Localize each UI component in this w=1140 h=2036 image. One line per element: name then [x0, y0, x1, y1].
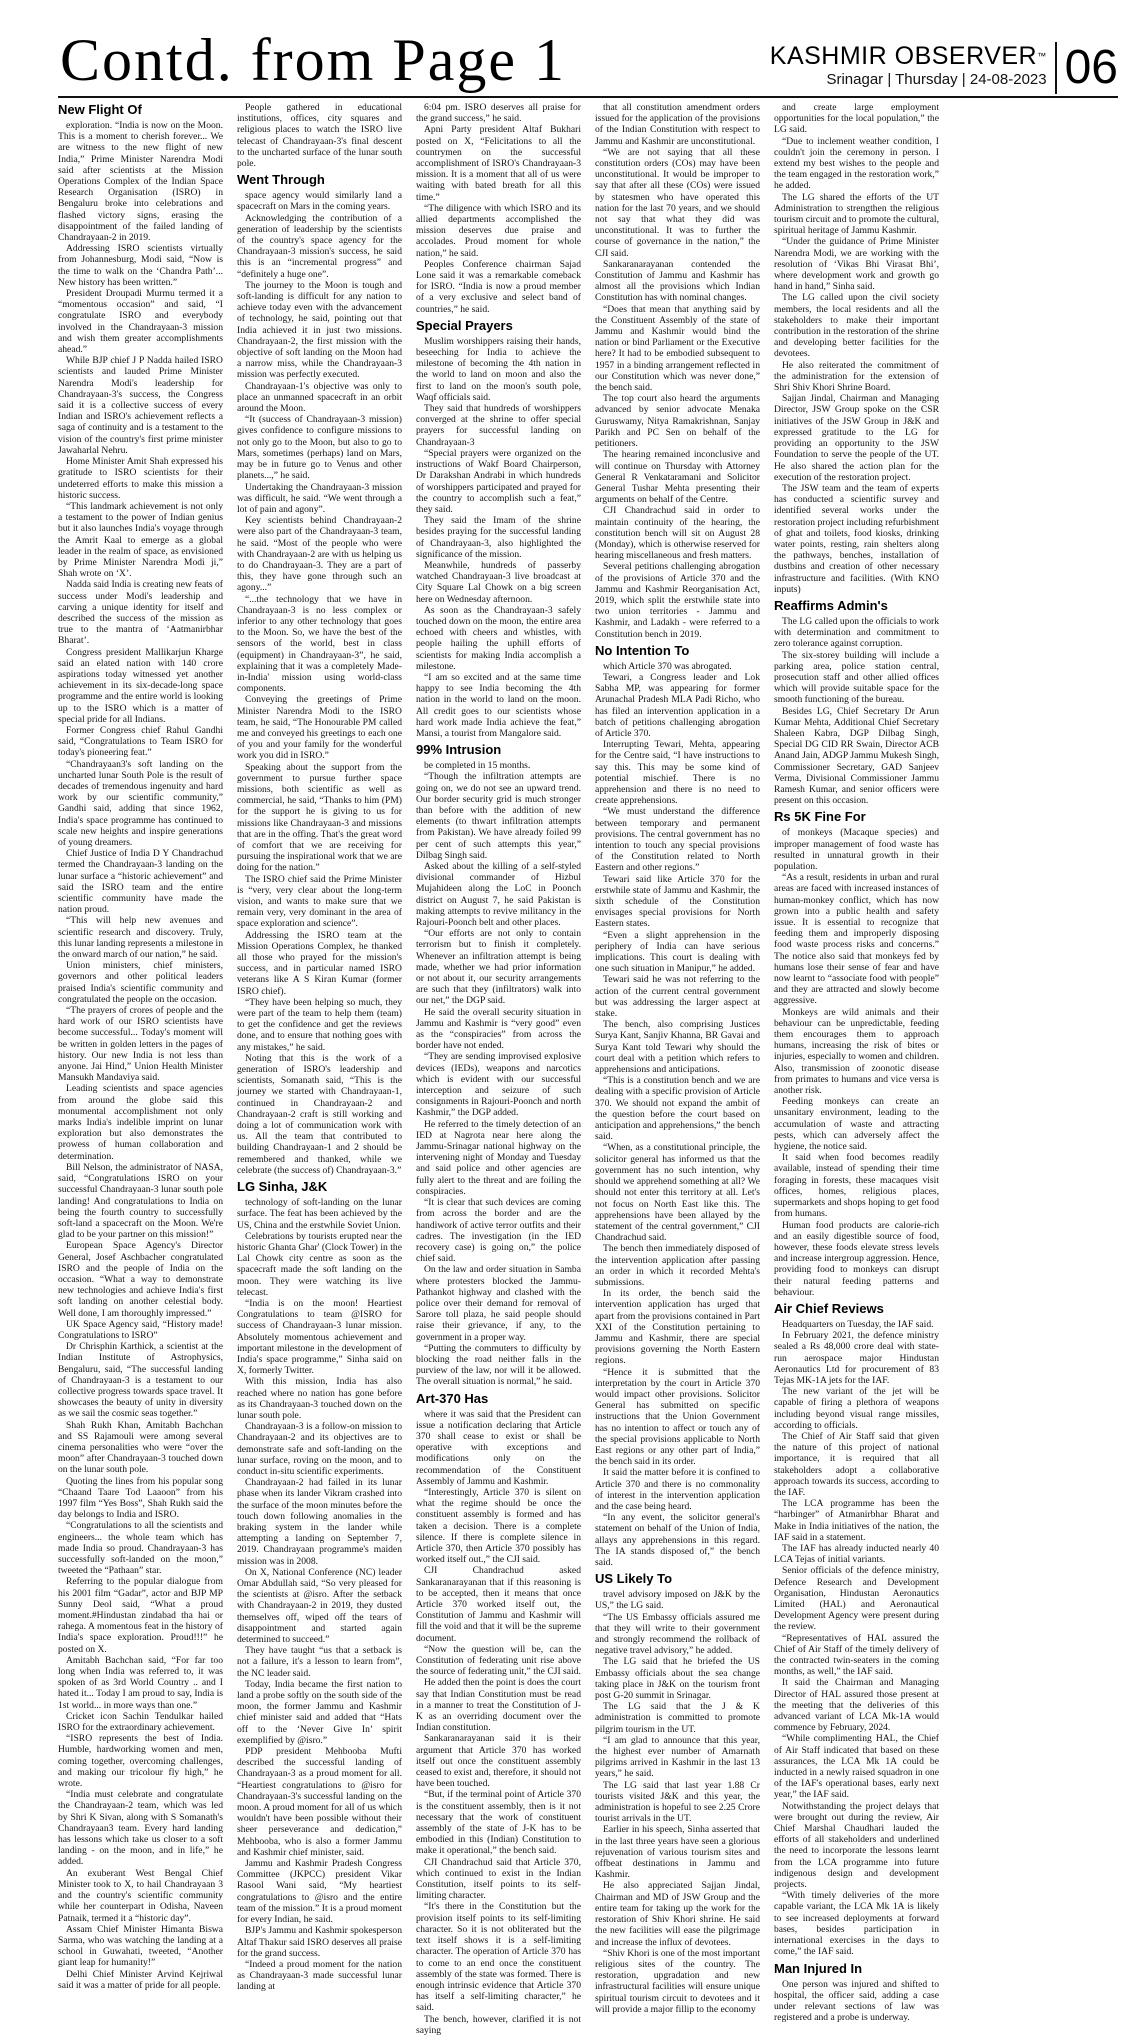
- article-paragraph: The LG said that last year 1.88 Cr tourists visited J&K and this year, the administration is hopeful to see 2.25 Crore tourist arrivals in the UT.: [595, 1779, 760, 1825]
- article-paragraph: Dr Chrisphin Karthick, a scientist at the Indian Institute of Astrophysics, Bengaluru, said, “The successful landing of Chandrayaan-3 is a testament to our collective progress towards space travel. It showcases the beauty of unity in diversity as we sail the cosmic seas together.”: [58, 1341, 223, 1420]
- article-paragraph: They said that hundreds of worshippers converged at the shrine to offer special prayers for successful landing on Chandrayaan-3: [416, 403, 581, 448]
- article-paragraph: of monkeys (Macaque species) and improper management of food waste has resulted in unnatural growth in their population.: [774, 827, 939, 872]
- article-paragraph: Tewari said he was not referring to the action of the current central government but was addressing the larger aspect at stake.: [595, 974, 760, 1020]
- article-paragraph: “Congratulations to all the scientists and engineers... the whole team which has made India so proud. Chandrayaan-3 has successfully soft-landed on the moon,” tweeted the “Pathaan” star.: [58, 1520, 223, 1577]
- article-headline: No Intention To: [595, 642, 690, 658]
- article-paragraph: Headquarters on Tuesday, the IAF said.: [782, 1318, 934, 1330]
- article-paragraph: “In any event, the solicitor general's statement on behalf of the Union of India, allays any apprehensions in this regard. The IA stands disposed of,” the bench said.: [595, 1512, 760, 1568]
- article-paragraph: Asked about the killing of a self-styled divisional commander of Hizbul Mujahideen along the LoC in Poonch district on August 7, he said Pakistan is making attempts to revive militancy in the Rajouri-Poonch belt and other places.: [416, 861, 581, 929]
- article-paragraph: Feeding monkeys can create an unsanitary environment, leading to the accumulation of waste and attracting pests, which can adversely affect the hygiene, the notice said.: [774, 1096, 939, 1153]
- newspaper-logo: [770, 42, 1047, 70]
- column-2: [237, 102, 402, 1993]
- article-paragraph: “This will help new avenues and scientific research and discovery. Truly, this lunar landing represents a milestone in the onward march of our nation,” he said.: [58, 915, 223, 961]
- article-paragraph: “While complimenting HAL, the Chief of Air Staff indicated that based on these assurances, the LCA Mk 1A could be inducted in a newly raised squadron in one of the IAF's operational bases, early next year,” the IAF said.: [774, 1733, 939, 1801]
- article-paragraph: “Does that mean that anything said by the Constituent Assembly of the state of Jammu and Kashmir would bind the nation or bind Parliament or the Executive here? It had to be embodied subsequent to 1957 in a binding arrangement reflected in our Constitution which was never done,” the bench said.: [595, 303, 760, 394]
- article-paragraph: 6:04 pm. ISRO deserves all praise for the grand success,” he said.: [416, 102, 581, 125]
- column-1: [58, 102, 223, 1991]
- article-paragraph: exploration. “India is now on the Moon. This is a moment to cherish forever... We are witness to the new flight of new India,” Prime Minister Narendra Modi said after scientists at the Mission Operations Complex of the Indian Space Research Organisation (ISRO) in Bengaluru broke into celebrations and flashed victory signs, erasing the disappointment of the failed landing of Chandrayaan-2 in 2019.: [58, 120, 223, 244]
- article-paragraph: be completed in 15 months.: [424, 760, 531, 772]
- article-paragraph: Shah Rukh Khan, Amitabh Bachchan and SS Rajamouli were among several cinema personalities who were “over the moon” after Chandrayaan-3 touched down on the lunar south pole.: [58, 1419, 223, 1476]
- article-paragraph: “When, as a constitutional principle, the solicitor general has informed us that the government has no such intention, why should we apprehend something at all? We should not enter this territory at all. Let's not focus on North East like this. The apprehensions have been allayed by the statement of the central government,” CJI Chandrachud said.: [595, 1142, 760, 1244]
- article-paragraph: President Droupadi Murmu termed it a “momentous occasion” and said, “I congratulate ISRO and everybody involved in the Chandrayaan-3 mission and wish them greater accomplishments ahead.”: [58, 288, 223, 356]
- page-number: 06: [1064, 41, 1118, 94]
- article-paragraph: Earlier in his speech, Sinha asserted that in the last three years have seen a glorious rejuvenation of various tourism sites and offbeat destinations in Jammu and Kashmir.: [595, 1824, 760, 1881]
- article-paragraph: Muslim worshippers raising their hands, beseeching for India to achieve the milestone of becoming the 4th nation in the world to land on moon and also the first to land on the moon's south pole, Waqf officials said.: [416, 335, 581, 403]
- article-paragraph: “It's there in the Constitution but the provision itself points to its self-limiting character. So it is not obliterated but the text itself shows it is a self-limiting character. The operation of Article 370 has to come to an end once the constituent assembly of the state was formed. There is enough intrinsic evidence that Article 370 has itself a self-limiting character,” he said.: [416, 1901, 581, 2014]
- article-paragraph: Conveying the greetings of Prime Minister Narendra Modi to the ISRO team, he said, “The Honourable PM called me and conveyed his greetings to each one of you and your family for the wonderful work you did in ISRO.”: [237, 694, 402, 762]
- article-paragraph: Chandrayaan-2 had failed in its lunar phase when its lander Vikram crashed into the surface of the moon minutes before the touch down following anomalies in the braking system in the lander while attempting a landing on September 7, 2019. Chandrayaan programme's maiden mission was in 2008.: [237, 1477, 402, 1567]
- article-paragraph: The journey to the Moon is tough and soft-landing is difficult for any nation to achieve today even with the advancement of technology, he said, pointing out that India achieved it in just two missions. Chandrayaan-2, the first mission with the objective of soft landing on the Moon had a narrow miss, while the Chandrayaan-3 mission was perfectly executed.: [237, 279, 402, 381]
- article-paragraph: which Article 370 was abrogated.: [603, 660, 732, 672]
- article-paragraph: While BJP chief J P Nadda hailed ISRO scientists and lauded Prime Minister Narendra Modi's leadership for Chandrayaan-3's success, the Congress said it is a collective success of every Indian and ISRO's achievement reflects a saga of continuity and is a testament to the vision of the country's first prime minister Jawaharlal Nehru.: [58, 355, 223, 456]
- article-headline: Went Through: [237, 172, 325, 188]
- article-paragraph: On X, National Conference (NC) leader Omar Abdullah said, “So very pleased for the scientists at @isro. After the setback with Chandrayaan-2 in 2019, they dusted themselves off, wiped off the tears of disappointment and started again determined to succeed.”: [237, 1566, 402, 1646]
- article-paragraph: In February 2021, the defence ministry sealed a Rs 48,000 crore deal with state-run aerospace major Hindustan Aeronautics Ltd for procurement of 83 Tejas MK-1A jets for the IAF.: [774, 1330, 939, 1386]
- article-paragraph: “Though the infiltration attempts are going on, we do not see an upward trend. Our border security grid is much stronger than before with the addition of new elements (to thwart infiltration attempts from Pakistan). We have already foiled 99 per cent of such attempts this year,” Dilbag Singh said.: [416, 771, 581, 861]
- article-paragraph: “Shiv Khori is one of the most important religious sites of the country. The restoration, upgradation and new infrastructural facilities will ensure unique spiritual tourism circuit to devotees and it will provide a major fillip to the economy: [595, 1947, 760, 2015]
- article-paragraph: “Under the guidance of Prime Minister Narendra Modi, we are working with the resolution of ‘Vikas Bhi Virasat Bhi’, where development work and growth go hand in hand,” Sinha said.: [774, 236, 939, 293]
- article-paragraph: With this mission, India has also reached where no nation has gone before as its Chandrayaan-3 touched down on the lunar south pole.: [237, 1376, 402, 1421]
- article-paragraph: technology of soft-landing on the lunar surface. The feat has been achieved by the US, China and the erstwhile Soviet Union.: [237, 1197, 402, 1231]
- article-paragraph: “India must celebrate and congratulate the Chandrayaan-2 team, which was led by Shri K Sivan, along with S Somanath's Chandrayaan3 team. Every hard landing has lessons which take us closer to a soft landing - on the moon, and in life,” he added.: [58, 1789, 223, 1868]
- article-paragraph: that all constitution amendment orders issued for the application of the provisions of the Indian Constitution with respect to Jammu and Kashmir are unconstitutional.: [595, 102, 760, 147]
- article-paragraph: The IAF has already inducted nearly 40 LCA Tejas of initial variants.: [774, 1542, 939, 1566]
- column-4: [595, 102, 760, 2015]
- article-paragraph: Union ministers, chief ministers, governors and other political leaders praised India's scientific community and congratulated the people on the occasion.: [58, 960, 223, 1005]
- article-paragraph: travel advisory imposed on J&K by the US,” the LG said.: [595, 1589, 760, 1612]
- article-paragraph: He also appreciated Sajjan Jindal, Chairman and MD of JSW Group and the entire team for taking up the work for the restoration of Shiv Khori shrine. He said the new facilities will ease the pilgrimage and increase the influx of devotees.: [595, 1880, 760, 1948]
- article-columns: [58, 102, 1118, 2036]
- article-paragraph: The Chief of Air Staff said that given the nature of this project of national importance, it is required that all stakeholders adopt a collaborative approach towards its success, according to the IAF.: [774, 1430, 939, 1498]
- article-paragraph: “They have been helping so much, they were part of the team to help them (team) to get the confidence and get the reviews done, and to ensure that nothing goes with any mistakes,” he said.: [237, 996, 402, 1053]
- article-paragraph: “Interestingly, Article 370 is silent on what the regime should be once the constituent assembly is formed and has taken a decision. There is a complete silence. If there is complete silence in Article 370, then Article 370 possibly has worked itself out.,” the CJI said.: [416, 1486, 581, 1566]
- article-paragraph: An exuberant West Bengal Chief Minister took to X, to hail Chandrayaan 3 and the country's scientific community while her counterpart in Odisha, Naveen Patnaik, termed it a “historic day”.: [58, 1867, 223, 1924]
- article-paragraph: Speaking about the support from the government to pursue further space missions, both scientific as well as commercial, he said, “Thanks to him (PM) for the support he is giving to us for missions like Chandrayaan-3 and missions that are in the offing. That's the great word of comfort that we are receiving for pursuing the inspirational work that we are doing for the nation.”: [237, 761, 402, 874]
- article-paragraph: PDP president Mehbooba Mufti described the successful landing of Chandrayaan-3 as a proud moment for all. “Heartiest congratulations to @isro for Chandrayaan-3's successful landing on the moon. A proud moment for all of us which wouldn't have been possible without their sheer perseverance and dedication,” Mehbooba, who is also a former Jammu and Kashmir chief minister, said.: [237, 1746, 402, 1858]
- article-paragraph: The ISRO chief said the Prime Minister is “very, very clear about the long-term vision, and wants to make sure that we remain very, very dominant in the area of space exploration and science”.: [237, 873, 402, 930]
- article-paragraph: “Representatives of HAL assured the Chief of Air Staff of the timely delivery of the contracted twin-seaters in the coming months, as well,” the IAF said.: [774, 1632, 939, 1678]
- article-paragraph: Sajjan Jindal, Chairman and Managing Director, JSW Group spoke on the CSR initiatives of the JSW Group in J&K and expressed gratitude to the LG for providing an opportunity to the JSW Foundation to serve the people of the UT. He also shared the action plan for the execution of the restoration project.: [774, 393, 939, 483]
- article-paragraph: “It is clear that such devices are coming from across the border and are the handiwork of active terror outfits and their cadres. The investigation (in the IED recovery case) is going on,” the police chief said.: [416, 1197, 581, 1265]
- column-3: [416, 102, 581, 2036]
- article-paragraph: “This landmark achievement is not only a testament to the power of Indian genius but it also launches India's voyage through the Amrit Kaal to emerge as a global leader in the realm of space, as envisioned by Prime Minister Narendra Modi ji,” Shah wrote on ‘X’.: [58, 500, 223, 580]
- article-paragraph: “Special prayers were organized on the instructions of Wakf Board Chairperson, Dr Darakshan Andrabi in which hundreds of worshippers participated and prayed for the country to accomplish such a feat,” they said.: [416, 447, 581, 515]
- article-paragraph: “We must understand the difference between temporary and permanent provisions. The central government has no intention to touch any special provisions of the Constitution related to North Eastern and other regions.”: [595, 806, 760, 874]
- article-paragraph: Meanwhile, hundreds of passerby watched Chandrayaan-3 live broadcast at City Square Lal Chowk on a big screen here on Wednesday afternoon.: [416, 559, 581, 605]
- article-paragraph: “With timely deliveries of the more capable variant, the LCA Mk 1A is likely to see increased deployments at forward bases, besides participation in international exercises in the days to come,” the IAF said.: [774, 1890, 939, 1958]
- article-headline: Air Chief Reviews: [774, 1300, 884, 1316]
- article-paragraph: “...the technology that we have in Chandrayaan-3 is no less complex or inferior to any other technology that goes to the Moon. So, we have the best of the sensors of the world, best in class (equipment) in Chandrayaan-3”, he said, explaining that it was a completely Made-in-India' mission using world-class components.: [237, 593, 402, 695]
- article-paragraph: The bench, also comprising Justices Surya Kant, Sanjiv Khanna, BR Gavai and Surya Kant told Tewari why should the court deal with a petition which refers to apprehensions and anticipations.: [595, 1019, 760, 1076]
- column-5: [774, 102, 939, 2024]
- article-paragraph: Cricket icon Sachin Tendulkar hailed ISRO for the extraordinary achievement.: [58, 1710, 223, 1734]
- article-paragraph: It said when food becomes readily available, instead of spending their time foraging in forests, these macaques visit offices, homes, religious places, supermarkets and shops hoping to get food from humans.: [774, 1152, 939, 1220]
- article-paragraph: Peoples Conference chairman Sajad Lone said it was a remarkable comeback for ISRO. “India is now a proud member of a very exclusive and select band of countries,” he said.: [416, 258, 581, 315]
- article-paragraph: The LG called upon the civil society members, the local residents and all the stakeholders to make their important contribution in the restoration of the shrine and developing better facilities for the devotees.: [774, 292, 939, 360]
- article-paragraph: The bench, however, clarified it is not saying: [416, 2013, 581, 2036]
- article-headline: US Likely To: [595, 1571, 673, 1587]
- article-paragraph: They said the Imam of the shrine besides praying for the successful landing of Chandrayaan-3, also highlighted the significance of the mission.: [416, 515, 581, 560]
- brand-block: [770, 42, 1118, 94]
- article-paragraph: One person was injured and shifted to hospital, the officer said, adding a case under relevant sections of law was registered and a probe is underway.: [774, 1978, 939, 2024]
- article-paragraph: It said the matter before it is confined to Article 370 and there is no commonality of interest in the intervention application and the case being heard.: [595, 1467, 760, 1512]
- article-paragraph: CJI Chandrachud asked Sankaranarayanan that if this reasoning is to be accepted, then it means that once Article 370 worked itself out, the Constitution of Jammu and Kashmir will fill the void and that it will be the supreme document.: [416, 1565, 581, 1644]
- article-paragraph: “As a result, residents in urban and rural areas are faced with increased instances of human-monkey conflict, which has now grown into a public health and safety issue. It is essential to recognize that feeding them and improperly disposing food waste process risks and concerns.” The notice also said that monkeys fed by humans lose their sense of fear and have now learnt to “associate food with people” and they are attracted and slowly become aggressive.: [774, 872, 939, 1007]
- article-headline: 99% Intrusion: [416, 742, 502, 758]
- article-paragraph: and create large employment opportunities for the local population,” the LG said.: [774, 102, 939, 136]
- article-paragraph: “Due to inclement weather condition, I couldn't join the ceremony in person. I extend my best wishes to the people and the team engaged in the restoration work,” he added.: [774, 135, 939, 192]
- article-paragraph: Assam Chief Minister Himanta Biswa Sarma, who was watching the landing at a school in Guwahati, tweeted, “Another giant leap for humanity!”: [58, 1923, 223, 1969]
- article-paragraph: Interrupting Tewari, Mehta, appearing for the Centre said, “I have instructions to say this. This may be some kind of potential mischief. There is no apprehension and there is no need to create apprehensions.: [595, 739, 760, 807]
- article-paragraph: Delhi Chief Minister Arvind Kejriwal said it was a matter of pride for all people.: [58, 1968, 223, 1991]
- article-paragraph: Amitabh Bachchan said, “For far too long when India was referred to, it was spoken of as 3rd World Country .. and I hated it... Today I am proud to say, India is 1st world... in more ways than one.”: [58, 1654, 223, 1711]
- article-paragraph: Bill Nelson, the administrator of NASA, said, “Congratulations ISRO on your successful Chandrayaan-3 lunar south pole landing! And congratulations to India on being the fourth country to successfully soft-land a spacecraft on the Moon. We're glad to be your partner on this mission!”: [58, 1161, 223, 1241]
- article-paragraph: European Space Agency's Director General, Josef Aschbacher congratulated ISRO and the people of India on the occasion. “What a way to demonstrate new technologies and achieve India's first soft landing on another celestial body. Well done, I am thoroughly impressed.”: [58, 1240, 223, 1319]
- article-paragraph: Acknowledging the contribution of a generation of leadership by the scientists of the country's space agency for the Chandrayaan-3 mission's success, he said this is an “incremental progress” and “definitely a huge one”.: [237, 212, 402, 280]
- article-paragraph: Apni Party president Altaf Bukhari posted on X, “Felicitations to all the countrymen on the successful accomplishment of ISRO's Chandrayaan-3 mission. It is a moment that all of us were waiting with bated breath for all this time.”: [416, 124, 581, 203]
- article-paragraph: Tewari, a Congress leader and Lok Sabha MP, was appearing for former Arunachal Pradesh MLA Padi Richo, who has filed an intervention application in a batch of petitions challenging abrogation of Article 370.: [595, 671, 760, 739]
- article-headline: Reaffirms Admin's: [774, 597, 888, 613]
- article-paragraph: Several petitions challenging abrogation of the provisions of Article 370 and the Jammu and Kashmir Reorganisation Act, 2019, which split the erstwhile state into two union territories - Jammu and Kashmir, and Ladakh - were referred to a Constitution bench in 2019.: [595, 561, 760, 640]
- article-paragraph: Sankaranarayanan said it is their argument that Article 370 has worked itself out once the constituent assembly ceased to exist and, therefore, it should not have been touched.: [416, 1733, 581, 1790]
- article-paragraph: “It (success of Chandrayaan-3 mission) gives confidence to configure missions to not only go to the Moon, but also to go to Mars, sometimes (perhaps) land on Mars, may be in future go to Venus and other planets...,” he said.: [237, 414, 402, 482]
- article-paragraph: He said the overall security situation in Jammu and Kashmir is “very good” even as the “conspiracies” from across the border have not ended.: [416, 1006, 581, 1052]
- article-paragraph: Monkeys are wild animals and their behaviour can be unpredictable, feeding them encourages them to approach humans, increasing the risk of bites or injuries, especially to women and children. Also, transmission of zoonotic disease from primates to humans and vice versa is another risk.: [774, 1006, 939, 1097]
- article-paragraph: People gathered in educational institutions, offices, city squares and religious places to watch the ISRO live telecast of Chandrayaan-3's final descent to the uncharted surface of the lunar south pole.: [237, 102, 402, 170]
- article-paragraph: It said the Chairman and Managing Director of HAL assured those present at the meeting that the deliveries of this advanced variant of LCA Mk-1A would commence by February, 2024.: [774, 1677, 939, 1734]
- article-paragraph: “The prayers of crores of people and the hard work of our ISRO scientists have become successful... Today's moment will be written in golden letters in the pages of history. Our new India is not less than anyone. Jai Hind,” Union Health Minister Mansukh Mandaviya said.: [58, 1005, 223, 1084]
- article-paragraph: The hearing remained inconclusive and will continue on Thursday with Attorney General R Venkataramani and Solicitor General Tushar Mehta presenting their arguments on behalf of the Centre.: [595, 449, 760, 506]
- article-paragraph: He added then the point is does the court say that Indian Constitution must be read in a manner to treat the Constitution of J-K as an overriding document over the Indian constitution.: [416, 1677, 581, 1734]
- article-paragraph: “Our efforts are not only to contain terrorism but to finish it completely. Whenever an infiltration attempt is being made, whether we had prior information or not about it, our security arrangements are such that they (infiltrators) walk into our net,” the DGP said.: [416, 928, 581, 1007]
- article-paragraph: “We are not saying that all these constitution orders (COs) may have been unconstitutional. It would be improper to say that after all these (COs) were issued by statesmen who have operated this nation for the last 70 years, and we should not say that what they did was unconstitutional. It was to further the course of governance in the nation,” the CJI said.: [595, 146, 760, 259]
- article-paragraph: “They are sending improvised explosive devices (IEDs), weapons and narcotics which is evident with our successful interception and seizure of such consignments in Rajouri-Poonch and north Kashmir,” the DGP added.: [416, 1051, 581, 1119]
- article-paragraph: “Indeed a proud moment for the nation as Chandrayaan-3 made successful lunar landing at: [237, 1958, 402, 1993]
- article-paragraph: On the law and order situation in Samba where protesters blocked the Jammu-Pathankot highway and clashed with the police over their demand for removal of Sarore toll plaza, he said people should raise their grievance, if any, to the government in a proper way.: [416, 1264, 581, 1343]
- article-paragraph: CJI Chandrachud said in order to maintain continuity of the hearing, the constitution bench will sit on August 28 (Monday), which is otherwise reserved for hearing miscellaneous and fresh matters.: [595, 505, 760, 562]
- article-paragraph: The LG called upon the officials to work with determination and commitment to zero tolerance against corruption.: [774, 615, 939, 650]
- article-paragraph: Noting that this is the work of a generation of ISRO's leadership and scientists, Somanath said, “This is the journey we started with Chandrayaan-1, continued in Chandrayaan-2 and Chandrayaan-2 craft is still working and doing a lot of communication work with us. All the team that contributed to building Chandrayaan-1 and 2 should be remembered and thanked, while we celebrate (the success of) Chandrayaan-3.”: [237, 1052, 402, 1176]
- article-paragraph: space agency would similarly land a spacecraft on Mars in the coming years.: [237, 190, 402, 213]
- article-paragraph: BJP's Jammu and Kashmir spokesperson Altaf Thakur said ISRO deserves all praise for the grand success.: [237, 1925, 402, 1959]
- article-headline: New Flight Of: [58, 102, 142, 117]
- article-paragraph: “I am glad to announce that this year, the highest ever number of Amarnath pilgrims arrived in Kashmir in the last 13 years,” he said.: [595, 1734, 760, 1780]
- article-headline: Special Prayers: [416, 317, 513, 333]
- article-paragraph: Former Congress chief Rahul Gandhi said, “Congratulations to Team ISRO for today's pioneering feat.”: [58, 724, 223, 759]
- article-paragraph: “This is a constitution bench and we are dealing with a specific provision of Article 370. We should not expand the ambit of the question before the court based on anticipation and apprehensions,” the bench said.: [595, 1075, 760, 1143]
- article-paragraph: “I am so excited and at the same time happy to see India becoming the 4th nation in the world to land on the moon. All credit goes to our scientists whose hard work made India achieve the feat,” Mansi, a tourist from Mangalore said.: [416, 671, 581, 739]
- article-paragraph: Besides LG, Chief Secretary Dr Arun Kumar Mehta, Additional Chief Secretary Shaleen Kabra, DGP Dilbag Singh, Special DG CID RR Swain, Director ACB Anand Jain, ADGP Jammu Mukesh Singh, Commissioner Secretary, GAD Sanjeev Verma, Divisional Commissioner Jammu Ramesh Kumar, and senior officers were present on this occasion.: [774, 705, 939, 807]
- article-paragraph: CJI Chandrachud said that Article 370, which continued to exist in the Indian Constitution, itself points to its self-limiting character.: [416, 1856, 581, 1902]
- article-paragraph: Chandrayaan-3 is a follow-on mission to Chandrayaan-2 and its objectives are to demonstrate safe and soft-landing on the lunar surface, roving on the moon, and to conduct in-situ scientific experiments.: [237, 1421, 402, 1477]
- article-paragraph: Addressing the ISRO team at the Mission Operations Complex, he thanked all those who prayed for the mission's success, and in particular named ISRO veterans like A S Kiran Kumar (former ISRO chief).: [237, 929, 402, 997]
- article-paragraph: Undertaking the Chandrayaan-3 mission was difficult, he said. “We went through a lot of pain and agony”.: [237, 481, 402, 515]
- article-paragraph: “Now the question will be, can the Constitution of federating unit rise above the source of federating unit,” the CJI said.: [416, 1643, 581, 1678]
- article-paragraph: “Even a slight apprehension in the periphery of India can have serious implications. This court is dealing with one such situation in Manipur,” he added.: [595, 929, 760, 975]
- article-paragraph: Today, India became the first nation to land a probe softly on the south side of the moon, the former Jammu and Kashmir chief minister said and added that “Hats off to the ‘Never Give In’ spirit exemplified by @isro.”: [237, 1678, 402, 1746]
- article-paragraph: Key scientists behind Chandrayaan-2 were also part of the Chandrayaan-3 team, he said. “Most of the people who were with Chandrayaan-2 are with us helping us to do Chandrayaan-3. They are a part of this, they have gone through such an agony...”: [237, 515, 402, 594]
- article-paragraph: Tewari said like Article 370 for the erstwhile state of Jammu and Kashmir, the sixth schedule of the Constitution envisages special provisions for North Eastern states.: [595, 873, 760, 930]
- article-headline: LG Sinha, J&K: [237, 1179, 328, 1195]
- article-paragraph: The LG shared the efforts of the UT Administration to strengthen the religious tourism circuit and to promote the cultural, spiritual heritage of Jammu Kashmir.: [774, 191, 939, 237]
- article-paragraph: The new variant of the jet will be capable of firing a plethora of weapons including beyond visual range missiles, according to officials.: [774, 1386, 939, 1431]
- article-headline: Man Injured In: [774, 1960, 863, 1976]
- masthead: [58, 0, 1118, 98]
- article-paragraph: The top court also heard the arguments advanced by senior advocate Menaka Guruswamy, Nitya Ramakrishnan, Sanjay Parikh and PC Sen on behalf of the petitioners.: [595, 393, 760, 450]
- article-paragraph: Referring to the popular dialogue from his 2001 film “Gadar”, actor and BJP MP Sunny Deol said, “What a proud moment.#Hindustan zindabad tha hai or rahega. A momentous feat in the history of India's space exploration. Proud!!!” he posted on X.: [58, 1576, 223, 1655]
- article-paragraph: As soon as the Chandrayaan-3 safely touched down on the moon, the entire area echoed with cheers and whistles, with people hailing the uphill efforts of scientists for making India accomplish a milestone.: [416, 604, 581, 672]
- dateline: Srinagar | Thursday | 24-08-2023: [826, 71, 1047, 88]
- article-paragraph: The LG said that the J & K administration is committed to promote pilgrim tourism in the UT.: [595, 1701, 760, 1735]
- article-paragraph: Quoting the lines from his popular song “Chaand Taare Tod Laaoon” from his 1997 film “Yes Boss”, Shah Rukh said the day belongs to India and ISRO.: [58, 1475, 223, 1521]
- article-paragraph: Celebrations by tourists erupted near the historic Ghanta Ghar' (Clock Tower) in the Lal Chowk city centre as soon as the spacecraft made the soft landing on the moon. They were watching its live telecast.: [237, 1230, 402, 1298]
- brand-text: [770, 42, 1057, 94]
- brand-name: KASHMIR OBSERVER: [769, 42, 1038, 70]
- article-paragraph: Notwithstanding the project delays that were brought out during the review, Air Chief Marshal Chaudhari lauded the efforts of all stakeholders and underlined the need to incorporate the lessons learnt from the LCA programme into future indigenous design and development projects.: [774, 1800, 939, 1891]
- article-paragraph: “India is on the moon! Heartiest Congratulations to team @ISRO for success of Chandrayaan-3 lunar mission. Absolutely momentous achievement and important milestone in the development of India's space programme,” Sinha said on X, formerly Twitter.: [237, 1297, 402, 1377]
- article-paragraph: “Chandrayaan3's soft landing on the uncharted lunar South Pole is the result of decades of tremendous ingenuity and hard work by our scientific community,” Gandhi said, adding that since 1962, India's space programme has continued to scale new heights and inspire generations of young dreamers.: [58, 758, 223, 848]
- article-paragraph: Chandrayaan-1's objective was only to place an unmanned spacecraft in an orbit around the Moon.: [237, 380, 402, 415]
- article-paragraph: “Putting the commuters to difficulty by blocking the road neither falls in the purview of the law, nor will it be allowed. The overall situation is normal,” he said.: [416, 1342, 581, 1388]
- trademark-mark: ™: [1037, 51, 1047, 61]
- page-title: Contd. from Page 1: [60, 27, 566, 93]
- article-paragraph: Leading scientists and space agencies from around the globe said this monumental accomplishment not only marks India's indelible imprint on lunar exploration but also demonstrates the prowess of human collaboration and determination.: [58, 1083, 223, 1162]
- article-paragraph: Human food products are calorie-rich and an easily digestible source of food, however, these foods elevate stress levels and increase intergroup aggression. Hence, providing food to monkeys can disrupt their natural feeding patterns and behaviour.: [774, 1219, 939, 1298]
- article-paragraph: The bench then immediately disposed of the intervention application after passing an order in which it recorded Mehta's submissions.: [595, 1243, 760, 1288]
- article-paragraph: “But, if the terminal point of Article 370 is the constituent assembly, then is it not necessary that the work of constituent assembly of the state of J-K has to be embodied in this (Indian) Constitution to make it operational,” the bench said.: [416, 1789, 581, 1857]
- article-paragraph: “Hence it is submitted that the interpretation by the court in Article 370 would impact other provisions. Solicitor General has submitted on specific instructions that the Union Government has no intention to affect or touch any of the special provisions applicable to North East regions or any other part of India,” the bench said in its order.: [595, 1366, 760, 1468]
- article-paragraph: Sankaranarayanan contended the Constitution of Jammu and Kashmir has almost all the provisions which Indian Constitution has with nominal changes.: [595, 258, 760, 304]
- article-paragraph: Senior officials of the defence ministry, Defence Research and Development Organisation, Hindustan Aeronautics Limited (HAL) and Aeronautical Development Agency were present during the review.: [774, 1565, 939, 1633]
- article-paragraph: The LG said that he briefed the US Embassy officials about the sea change taking place in J&K on the tourism front post G-20 summit in Srinagar.: [595, 1656, 760, 1702]
- article-headline: Rs 5K Fine For: [774, 809, 866, 825]
- article-paragraph: They have taught “us that a setback is not a failure, it's a lesson to learn from”, the NC leader said.: [237, 1645, 402, 1679]
- article-paragraph: In its order, the bench said the intervention application has urged that apart from the provisions contained in Part XXI of the Constitution pertaining to Jammu and Kashmir, there are special provisions governing the North Eastern regions.: [595, 1288, 760, 1367]
- article-paragraph: Home Minister Amit Shah expressed his gratitude to ISRO scientists for their undeterred efforts to make this mission a historic success.: [58, 456, 223, 501]
- article-paragraph: He also reiterated the commitment of the administration for the extension of Shri Shiv Khori Shrine Board.: [774, 359, 939, 394]
- article-paragraph: UK Space Agency said, “History made! Congratulations to ISRO”: [58, 1318, 223, 1341]
- article-paragraph: “ISRO represents the best of India. Humble, hardworking women and men, coming together, overcoming challenges, and making our tricolour fly high,” he wrote.: [58, 1733, 223, 1790]
- article-paragraph: The JSW team and the team of experts has conducted a scientific survey and identified several works under the restoration project including refurbishment of ghat and toilets, food kiosks, drinking water points, resting, rain shelters along the pathways, benches, installation of dustbins and creation of other necessary infrastructure and facilities. (With KNO inputs): [774, 482, 939, 595]
- article-paragraph: Addressing ISRO scientists virtually from Johannesburg, Modi said, “Now is the time to walk on the ‘Chandra Path’... New history has been written.”: [58, 243, 223, 288]
- article-paragraph: “The diligence with which ISRO and its allied departments accomplished the mission deserves due praise and accolades. Proud moment for whole nation,” he said.: [416, 202, 581, 259]
- article-headline: Art-370 Has: [416, 1390, 489, 1406]
- article-paragraph: where it was said that the President can issue a notification declaring that Article 370 shall cease to exist or shall be operative with exceptions and modifications only on the recommendation of the Constituent Assembly of Jammu and Kashmir.: [416, 1408, 581, 1487]
- article-paragraph: “The US Embassy officials assured me that they will write to their government and strongly recommend the rollback of negative travel advisory,” he added.: [595, 1611, 760, 1657]
- article-paragraph: Jammu and Kashmir Pradesh Congress Committee (JKPCC) president Vikar Rasool Wani said, “My heartiest congratulations to @isro and the entire team of the mission.” It is a proud moment for every Indian, he said.: [237, 1858, 402, 1926]
- article-paragraph: The LCA programme has been the “harbinger” of Atmanirbhar Bharat and Make in India initiatives of the nation, the IAF said in a statement.: [774, 1498, 939, 1543]
- article-paragraph: The six-storey building will include a parking area, police station central, prosecution staff and other allied offices which will provide suitable space for the smooth functioning of the bureau.: [774, 649, 939, 706]
- article-paragraph: He referred to the timely detection of an IED at Nagrota near here along the Jammu-Srinagar national highway on the intervening night of Monday and Tuesday and said police and other agencies are fully alert to the threat and are foiling the conspiracies.: [416, 1118, 581, 1197]
- article-paragraph: Chief Justice of India D Y Chandrachud termed the Chandrayaan-3 landing on the lunar surface a “historic achievement” and said the ISRO team and the entire scientific community have made the nation proud.: [58, 848, 223, 916]
- article-paragraph: Nadda said India is creating new feats of success under Modi's leadership and carving a unique identity for itself and described the success of the mission as true to the mantra of ‘Aatmanirbhar Bharat’.: [58, 579, 223, 647]
- article-paragraph: Congress president Mallikarjun Kharge said an elated nation with 140 crore aspirations today witnessed yet another achievement in its six-decade-long space programme and the entire world is looking up to the ISRO which is a matter of special pride for all Indians.: [58, 646, 223, 725]
